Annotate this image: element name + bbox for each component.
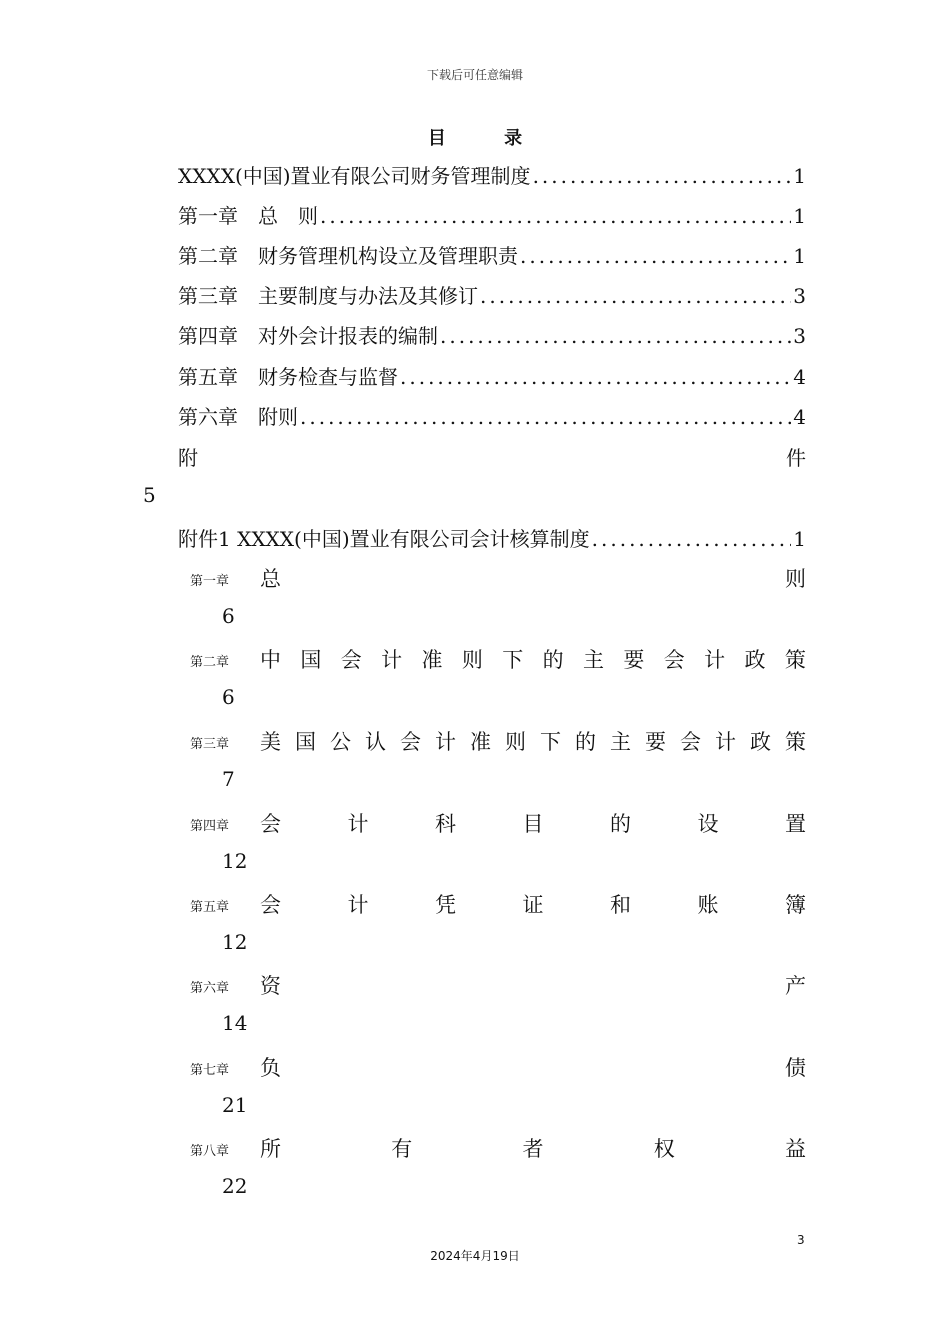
sub-chapter-title-char: 计	[715, 730, 736, 754]
sub-chapter-page: 12	[222, 930, 248, 954]
toc-entry-label: 第二章 财务管理机构设立及管理职责	[178, 244, 518, 268]
sub-chapter-title-char: 有	[391, 1137, 413, 1161]
toc-entry-chapter-5[interactable]	[178, 361, 806, 391]
sub-chapter-title-char: 设	[697, 812, 719, 836]
toc-entry-page: 1	[793, 527, 806, 551]
page-header: 下载后可任意编辑	[426, 68, 523, 82]
sub-chapter-title-char: 准	[421, 648, 443, 672]
sub-chapter-title-char: 则	[461, 648, 483, 672]
sub-chapter-page: 6	[222, 604, 235, 628]
sub-chapter-title-char: 权	[653, 1137, 675, 1161]
toc-entry-appendix-1[interactable]	[178, 523, 806, 553]
footer-date: 2024年4月19日	[430, 1249, 520, 1263]
sub-chapter-title[interactable]	[260, 970, 806, 1000]
sub-chapter-title-char: 的	[575, 730, 596, 754]
toc-entry-chapter-3[interactable]	[178, 280, 806, 310]
sub-chapter-title-char: 证	[522, 893, 544, 917]
toc-entry-main[interactable]	[178, 160, 806, 190]
sub-chapter-page: 6	[222, 685, 235, 709]
sub-chapter-title-char: 目	[522, 812, 544, 836]
sub-chapter-title[interactable]	[260, 1133, 806, 1163]
sub-chapter-title-char: 会	[680, 730, 701, 754]
toc-entry-page: 3	[793, 284, 806, 308]
sub-chapter-label: 第七章	[190, 1063, 230, 1078]
toc-leader-dots	[480, 284, 791, 308]
sub-chapter-label: 第二章	[190, 655, 230, 670]
toc-leader-dots	[320, 204, 791, 228]
sub-chapter-title[interactable]	[260, 726, 806, 756]
sub-chapter-title-char: 计	[381, 648, 403, 672]
sub-chapter-title-char: 负	[260, 1056, 281, 1080]
sub-chapter-label: 第八章	[190, 1144, 230, 1159]
sub-chapter-page: 14	[222, 1011, 248, 1035]
toc-entry-page: 4	[793, 405, 806, 429]
sub-chapter-title-char: 政	[750, 730, 771, 754]
sub-chapter-title-char: 产	[785, 974, 806, 998]
sub-chapter-page: 21	[222, 1093, 248, 1117]
sub-chapter-title-char: 下	[502, 648, 524, 672]
toc-entry-label: 第三章 主要制度与办法及其修订	[178, 284, 478, 308]
sub-chapter-title-char: 下	[540, 730, 561, 754]
sub-chapter-page: 7	[222, 767, 235, 791]
sub-chapter-title-char: 策	[785, 730, 806, 754]
toc-leader-dots	[520, 244, 791, 268]
sub-chapter-title-char: 国	[300, 648, 322, 672]
sub-chapter-title-char: 计	[347, 893, 369, 917]
toc-leader-dots	[400, 365, 791, 389]
sub-chapter-title-char: 的	[542, 648, 564, 672]
sub-chapter-title-char: 则	[785, 567, 806, 591]
sub-chapter-title-char: 计	[347, 812, 369, 836]
sub-chapter-page: 12	[222, 849, 248, 873]
sub-chapter-label: 第三章	[190, 737, 230, 752]
sub-chapter-title-char: 主	[583, 648, 604, 672]
sub-chapter-title-char: 中	[260, 648, 281, 672]
sub-chapter-title-char: 会	[400, 730, 421, 754]
sub-chapter-title-char: 准	[470, 730, 491, 754]
toc-entry-page: 3	[793, 324, 806, 348]
sub-chapter-title-char: 主	[610, 730, 631, 754]
sub-chapter-title-char: 益	[785, 1137, 806, 1161]
sub-chapter-title-char: 所	[260, 1137, 281, 1161]
appendix-left-char: 附	[178, 446, 198, 470]
sub-chapter-title-char: 会	[260, 812, 281, 836]
toc-leader-dots	[592, 527, 792, 551]
sub-chapter-title-char: 科	[435, 812, 456, 836]
sub-chapter-title[interactable]	[260, 808, 806, 838]
toc-leader-dots	[533, 164, 792, 188]
sub-chapter-title-char: 要	[623, 648, 645, 672]
sub-chapter-title-char: 政	[744, 648, 766, 672]
toc-title: 目 录	[427, 128, 549, 149]
toc-entry-label: 第四章 对外会计报表的编制	[178, 324, 438, 348]
sub-chapter-title-char: 账	[697, 893, 719, 917]
sub-chapter-label: 第一章	[190, 574, 230, 589]
sub-chapter-title-char: 簿	[785, 893, 806, 917]
sub-chapter-title-char: 置	[785, 812, 806, 836]
sub-chapter-title-char: 国	[295, 730, 316, 754]
toc-leader-dots	[440, 324, 791, 348]
page-number: 3	[797, 1233, 805, 1247]
sub-chapter-title-char: 策	[784, 648, 806, 672]
sub-chapter-title-char: 会	[260, 893, 281, 917]
sub-chapter-label: 第四章	[190, 819, 230, 834]
sub-chapter-page: 22	[222, 1174, 248, 1198]
toc-entry-chapter-6[interactable]	[178, 401, 806, 431]
sub-chapter-title-char: 者	[522, 1137, 544, 1161]
sub-chapter-title-char: 认	[365, 730, 386, 754]
sub-chapter-title-char: 凭	[435, 893, 456, 917]
toc-entry-label: 附件1 XXXX(中国)置业有限公司会计核算制度	[178, 527, 590, 551]
toc-leader-dots	[300, 405, 791, 429]
toc-entry-label: 第一章 总 则	[178, 204, 318, 228]
sub-chapter-title-char: 计	[704, 648, 726, 672]
toc-entry-page: 1	[793, 164, 806, 188]
sub-chapter-title-char: 会	[663, 648, 685, 672]
sub-chapter-title-char: 债	[785, 1056, 806, 1080]
sub-chapter-title-char: 美	[260, 730, 281, 754]
toc-entry-page: 1	[793, 204, 806, 228]
sub-chapter-title-char: 的	[610, 812, 631, 836]
sub-chapter-title-char: 会	[340, 648, 362, 672]
toc-entry-page: 4	[793, 365, 806, 389]
toc-entry-page: 1	[793, 244, 806, 268]
sub-chapter-label: 第五章	[190, 900, 230, 915]
sub-chapter-title-char: 资	[260, 974, 281, 998]
sub-chapter-title-char: 要	[645, 730, 666, 754]
sub-chapter-title[interactable]	[260, 889, 806, 919]
appendix-right-char: 件	[786, 446, 806, 470]
sub-chapter-title[interactable]	[260, 1052, 806, 1082]
toc-entry-chapter-4[interactable]	[178, 320, 806, 350]
sub-chapter-title-char: 总	[260, 567, 281, 591]
toc-entry-chapter-1[interactable]	[178, 200, 806, 230]
sub-chapter-title-char: 和	[610, 893, 631, 917]
toc-entry-chapter-2[interactable]	[178, 240, 806, 270]
sub-chapter-label: 第六章	[190, 981, 230, 996]
toc-entry-label: 第六章 附则	[178, 405, 298, 429]
sub-chapter-title[interactable]	[260, 563, 806, 593]
sub-chapter-title-char: 则	[505, 730, 526, 754]
sub-chapter-title-char: 公	[330, 730, 351, 754]
toc-entry-label: XXXX(中国)置业有限公司财务管理制度	[178, 164, 531, 188]
sub-chapter-title[interactable]	[260, 644, 806, 674]
appendix-page-number: 5	[143, 483, 156, 507]
toc-entry-label: 第五章 财务检查与监督	[178, 365, 398, 389]
sub-chapter-title-char: 计	[435, 730, 456, 754]
